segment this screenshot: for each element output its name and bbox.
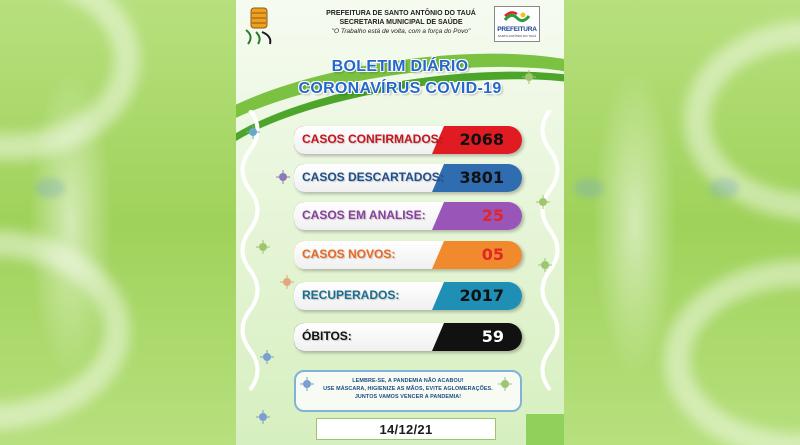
- background-wave: [0, 0, 140, 160]
- stat-label: CASOS CONFIRMADOS:: [302, 132, 443, 146]
- virus-icon: [538, 258, 552, 272]
- bulletin-title: BOLETIM DIÁRIO: [331, 58, 469, 75]
- prefeitura-flag-icon: [503, 10, 531, 24]
- stat-label: CASOS NOVOS:: [302, 247, 396, 261]
- background-virus-icon: [574, 178, 604, 198]
- bulletin-date: 14/12/21: [316, 418, 496, 440]
- stat-value: 59: [481, 327, 504, 346]
- stat-row: [294, 241, 522, 269]
- reminder-box: [294, 370, 522, 412]
- virus-icon: [256, 410, 270, 424]
- background-virus-icon: [709, 178, 739, 198]
- org-slogan: "O Trabalho está de volta, com a força do Povo": [331, 28, 471, 35]
- virus-icon: [260, 350, 274, 364]
- prefeitura-logo-subtext: SANTO ANTÔNIO DO TAUÁ: [497, 34, 537, 38]
- stat-row: [294, 202, 522, 230]
- background-wave: [684, 20, 800, 220]
- virus-icon: [276, 170, 290, 184]
- stat-label: ÓBITOS:: [302, 329, 352, 343]
- organization-block: [306, 9, 496, 36]
- stat-label: CASOS EM ANALISE:: [302, 208, 426, 222]
- stat-value: 3801: [459, 168, 504, 187]
- stat-row: [294, 164, 522, 192]
- reminder-line: LEMBRE-SE, A PANDEMIA NÃO ACABOU!: [352, 378, 464, 384]
- stat-row: [294, 282, 522, 310]
- background-wave: [664, 260, 800, 445]
- virus-icon: [536, 195, 550, 209]
- prefeitura-logo-text: PREFEITURA: [497, 26, 537, 33]
- reminder-line: USE MÁSCARA, HIGIENIZE AS MÃOS, EVITE AGLOMERAÇÕES.: [323, 386, 493, 392]
- stat-value: 25: [481, 206, 504, 225]
- virus-icon: [522, 70, 536, 84]
- decorative-strip: [526, 414, 564, 445]
- virus-icon: [280, 275, 294, 289]
- background-left: [0, 0, 236, 445]
- poster-header: [236, 0, 564, 48]
- virus-icon: [256, 240, 270, 254]
- covid-bulletin-poster: [236, 0, 564, 445]
- org-name: PREFEITURA DE SANTO ANTÔNIO DO TAUÁ: [326, 10, 476, 17]
- org-department: SECRETARIA MUNICIPAL DE SAÚDE: [339, 19, 463, 26]
- stat-value: 05: [481, 245, 504, 264]
- municipal-logo-icon: [242, 6, 276, 46]
- stat-value: 2068: [459, 130, 504, 149]
- stat-label: CASOS DESCARTADOS:: [302, 170, 444, 184]
- bulletin-subtitle: CORONAVÍRUS COVID-19: [298, 80, 502, 97]
- background-wave: [0, 230, 130, 430]
- reminder-line: JUNTOS VAMOS VENCER A PANDEMIA!: [354, 394, 462, 400]
- virus-icon: [246, 125, 260, 139]
- background-right: [564, 0, 800, 445]
- background-virus-icon: [35, 178, 65, 198]
- virus-icon: [300, 377, 314, 391]
- stat-value: 2017: [459, 286, 504, 305]
- virus-icon: [498, 377, 512, 391]
- stat-label: RECUPERADOS:: [302, 288, 400, 302]
- prefeitura-logo: [494, 6, 540, 42]
- decorative-side-wave: [240, 110, 270, 410]
- stat-row: [294, 323, 522, 351]
- stat-row: [294, 126, 522, 154]
